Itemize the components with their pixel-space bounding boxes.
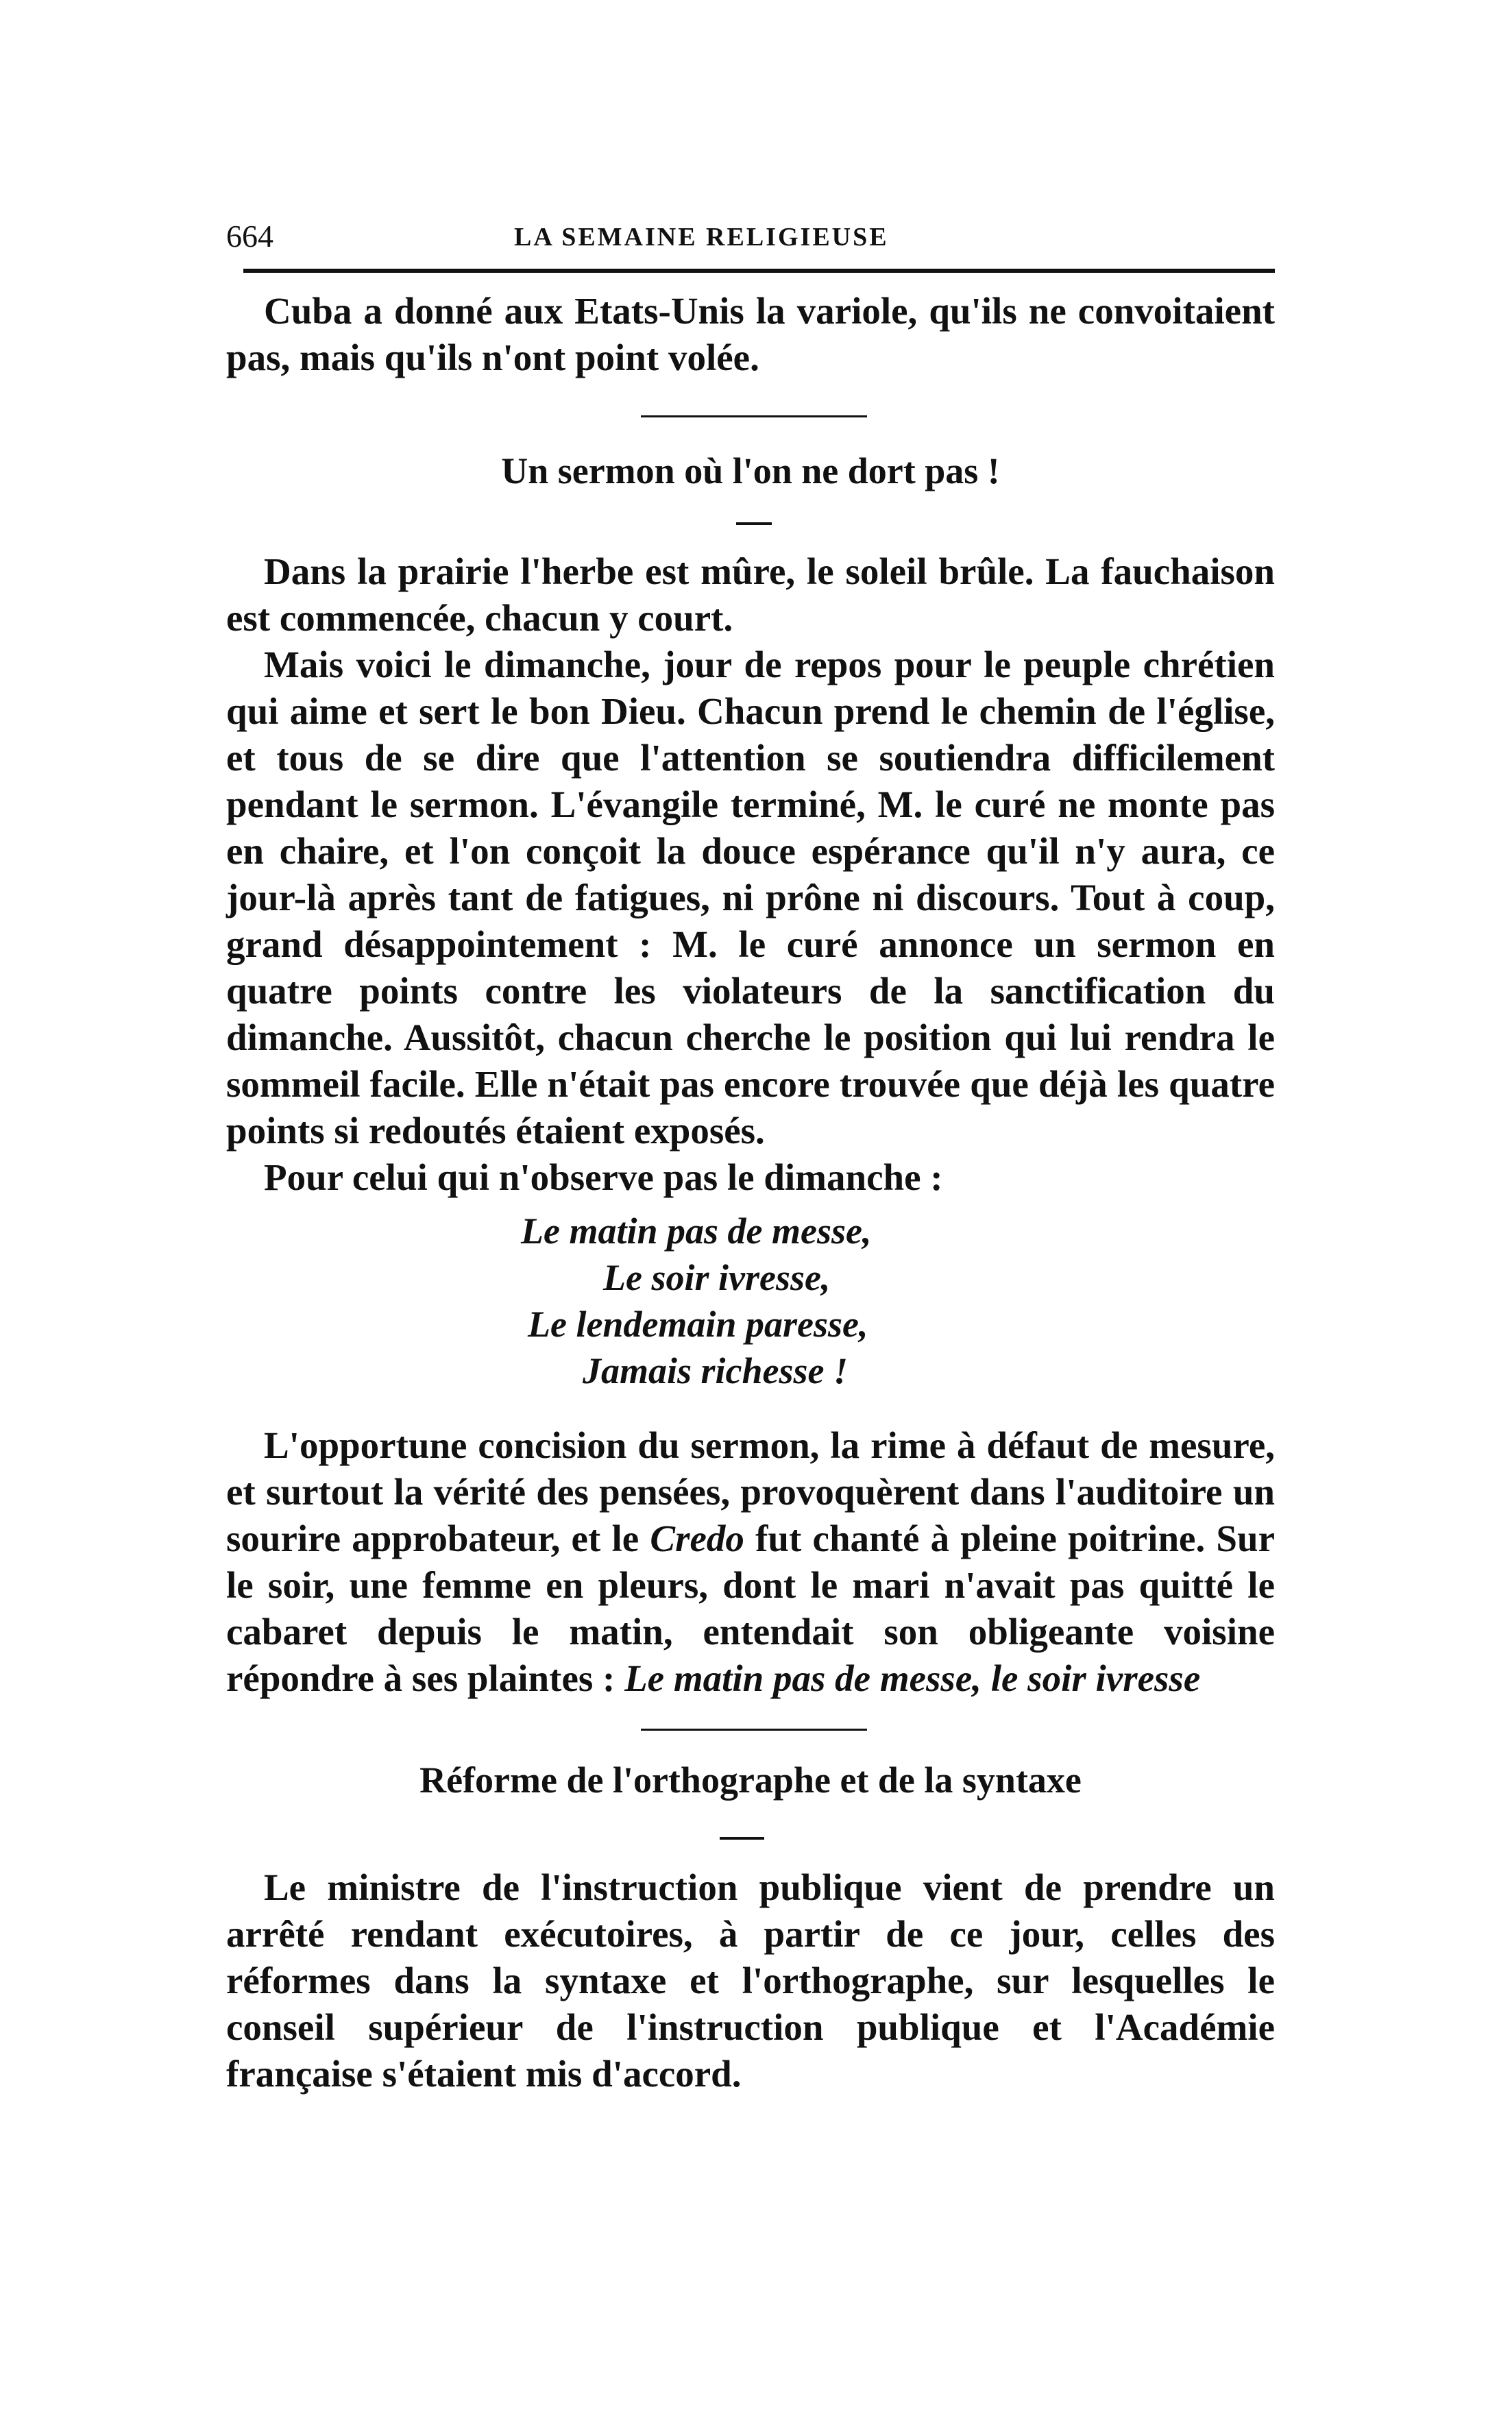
section-title-reform: Réforme de l'orthographe et de la syntaxe [419, 1759, 1082, 1801]
reform-body [226, 1864, 1275, 2097]
sermon-paragraph-2: Mais voici le dimanche, jour de repos pour le peuple chrétien qui aime et sert le bon Dieu. Chacun prend le chemin de l'église, et tous de se dire que l'attention se soutiendra difficilement pendant le sermon. L'évangile terminé, M. le curé ne monte pas en chaire, et l'on conçoit la douce espérance qu'il n'y aura, ce jour-là après tant de fatigues, ni prône ni discours. Tout à coup, grand désappointement : M. le curé annonce un sermon en quatre points contre les violateurs de la sanctification du dimanche. Aussitôt, chacun cherche le position qui lui rendra le sommeil facile. Elle n'était pas encore trouvée que déjà les quatre points si redoutés étaient exposés. [226, 644, 1275, 1152]
journal-title: LA SEMAINE RELIGIEUSE [514, 223, 889, 252]
paragraph-text: fut chanté à pleine poitrine. Sur le soir, une femme en pleurs, dont le mari n'avait pas quitté le cabaret depuis le matin, entendait son obligeante voisine répondre à ses plaintes : [226, 1518, 1276, 1699]
section-divider [641, 415, 867, 417]
verse-line: Le matin pas de messe, [521, 1210, 872, 1252]
verse-line: Le soir ivresse, [603, 1257, 831, 1298]
sermon-body [226, 548, 1275, 1201]
title-rule [720, 1837, 764, 1840]
section-divider [641, 1729, 867, 1731]
sermon-paragraph-3: Pour celui qui n'observe pas le dimanche : [264, 1156, 943, 1198]
header-rule [243, 269, 1275, 273]
sermon-conclusion [226, 1422, 1275, 1702]
paragraph-text: L'opportune concision du sermon, la rime à défaut de mesure, et surtout la vérité des pensées, provoquèrent dans l'auditoire un sourire approbateur, et le [226, 1424, 1275, 1559]
quoted-verse: Le matin pas de messe, le soir ivresse [624, 1657, 1201, 1699]
section-title-sermon: Un sermon où l'on ne dort pas ! [501, 450, 1000, 491]
page-number: 664 [226, 219, 273, 254]
intro-text: Cuba a donné aux Etats-Unis la variole, qu'ils ne convoitaient pas, mais qu'ils n'ont point volée. [226, 290, 1275, 378]
sermon-paragraph-4 [226, 1422, 1275, 1702]
verse-line: Jamais richesse ! [583, 1350, 849, 1391]
verse-line: Le lendemain paresse, [528, 1304, 868, 1345]
credo-word: Credo [650, 1518, 744, 1559]
running-header [226, 218, 1275, 259]
reform-paragraph-1: Le ministre de l'instruction publique vient de prendre un arrêté rendant exécutoires, à partir de ce jour, celles des réformes dans la syntaxe et l'orthographe, sur lesquelles le conseil supérieur de l'instruction publique et l'Académie française s'étaient mis d'accord. [226, 1866, 1275, 2095]
title-rule [736, 522, 772, 525]
intro-paragraph [226, 288, 1275, 381]
sermon-paragraph-1: Dans la prairie l'herbe est mûre, le soleil brûle. La fauchaison est commencée, chacun y court. [226, 550, 1275, 639]
